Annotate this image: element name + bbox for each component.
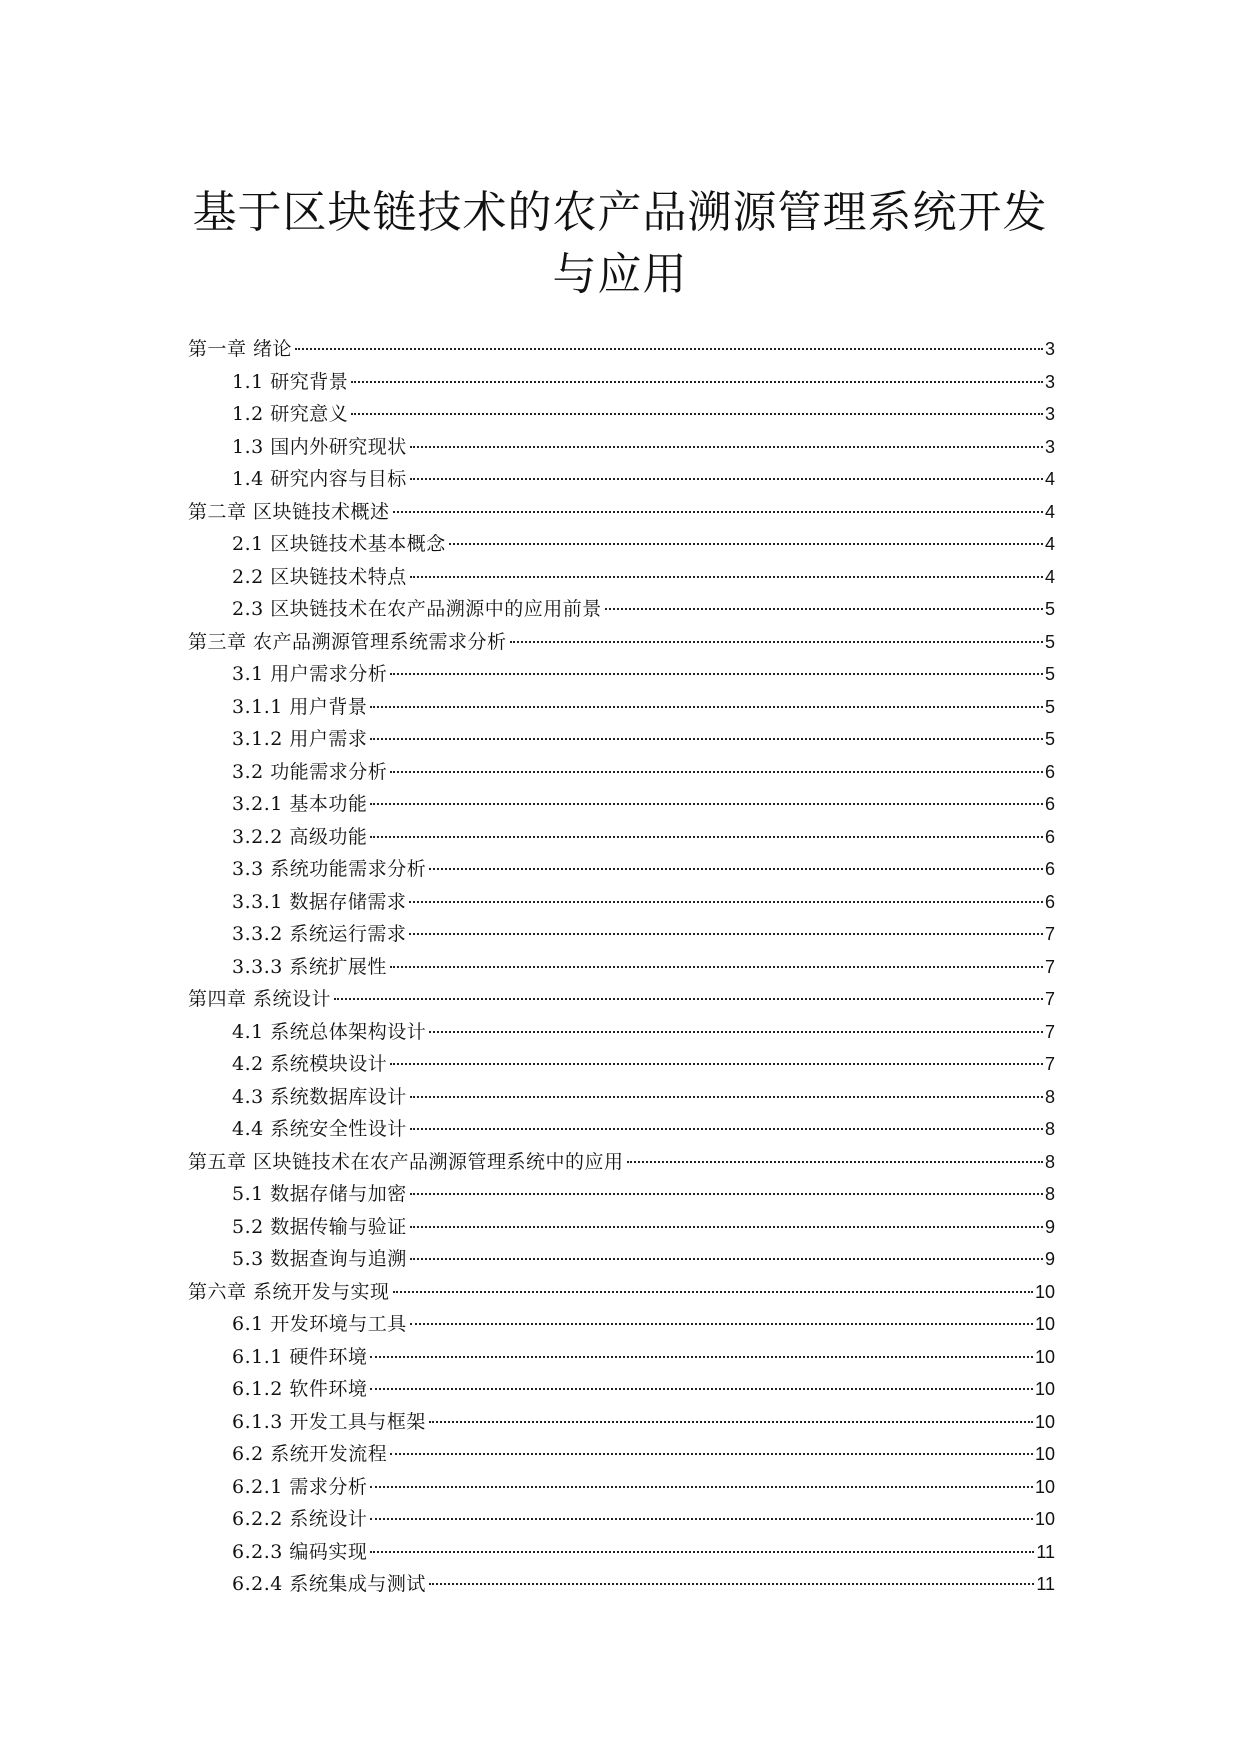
toc-page-number: 4	[1044, 534, 1055, 554]
toc-entry[interactable]	[188, 1211, 1055, 1244]
toc-entry-label: 4.4 系统安全性设计	[232, 1118, 407, 1140]
toc-entry-label: 3.3.1 数据存储需求	[232, 890, 407, 913]
toc-entry[interactable]	[188, 366, 1055, 399]
toc-page-number: 6	[1044, 761, 1055, 782]
table-of-contents	[188, 333, 1055, 1601]
toc-page-number: 11	[1036, 1541, 1055, 1562]
toc-entry-label: 3.1.1 用户背景	[232, 695, 368, 718]
toc-entry[interactable]	[188, 528, 1055, 561]
toc-dot-leader	[390, 673, 1043, 675]
toc-entry-label: 3.3.2 系统运行需求	[232, 923, 407, 945]
toc-dot-leader	[449, 543, 1043, 545]
toc-page-number: 7	[1044, 956, 1055, 977]
toc-entry-label: 6.2.3 编码实现	[232, 1540, 368, 1563]
toc-dot-leader	[370, 836, 1043, 838]
toc-entry[interactable]	[188, 1178, 1055, 1211]
toc-page-number: 4	[1044, 469, 1055, 489]
toc-dot-leader	[410, 446, 1043, 448]
toc-entry[interactable]	[188, 983, 1055, 1016]
toc-dot-leader	[390, 966, 1043, 968]
toc-entry-label: 3.2 功能需求分析	[232, 760, 388, 783]
toc-page-number: 8	[1044, 1086, 1055, 1107]
toc-entry-label: 2.2 区块链技术特点	[232, 565, 407, 588]
toc-entry[interactable]	[188, 561, 1055, 594]
toc-page-number: 10	[1034, 1314, 1055, 1334]
toc-dot-leader	[370, 706, 1043, 708]
toc-page-number: 10	[1034, 1379, 1055, 1399]
toc-dot-leader	[605, 608, 1043, 610]
toc-page-number: 6	[1044, 794, 1055, 814]
toc-page-number: 10	[1034, 1281, 1055, 1302]
toc-page-number: 10	[1034, 1476, 1055, 1497]
toc-entry-label: 6.2 系统开发流程	[232, 1443, 388, 1465]
toc-entry[interactable]	[188, 1471, 1055, 1504]
toc-entry-label: 第一章 绪论	[188, 338, 293, 360]
toc-dot-leader	[410, 478, 1043, 480]
toc-entry[interactable]	[188, 788, 1055, 821]
toc-entry-label: 3.1 用户需求分析	[232, 663, 388, 685]
toc-entry-label: 1.3 国内外研究现状	[232, 435, 407, 458]
toc-entry-label: 2.1 区块链技术基本概念	[232, 533, 446, 555]
toc-dot-leader	[429, 1421, 1033, 1423]
toc-dot-leader	[370, 1486, 1033, 1488]
toc-page-number: 6	[1044, 826, 1055, 847]
toc-dot-leader	[410, 1193, 1043, 1195]
toc-entry[interactable]	[188, 1406, 1055, 1439]
toc-entry-label: 第四章 系统设计	[188, 988, 332, 1010]
toc-dot-leader	[410, 1258, 1043, 1260]
toc-entry-label: 6.2.4 系统集成与测试	[232, 1573, 426, 1595]
toc-entry-label: 6.1 开发环境与工具	[232, 1313, 407, 1335]
toc-entry[interactable]	[188, 1081, 1055, 1114]
toc-page-number: 4	[1044, 501, 1055, 522]
toc-entry[interactable]	[188, 1113, 1055, 1146]
toc-page-number: 7	[1044, 989, 1055, 1009]
toc-entry-label: 5.3 数据查询与追溯	[232, 1248, 407, 1270]
toc-entry-label: 3.2.1 基本功能	[232, 793, 368, 815]
toc-page-number: 5	[1044, 664, 1055, 684]
toc-page-number: 3	[1044, 371, 1055, 392]
toc-entry-label: 5.2 数据传输与验证	[232, 1215, 407, 1238]
toc-dot-leader	[429, 1031, 1043, 1033]
toc-page-number: 11	[1036, 1574, 1055, 1594]
toc-entry[interactable]	[188, 333, 1055, 366]
toc-dot-leader	[390, 1453, 1033, 1455]
toc-page-number: 10	[1034, 1444, 1055, 1464]
toc-entry[interactable]	[188, 398, 1055, 431]
toc-entry-label: 第三章 农产品溯源管理系统需求分析	[188, 630, 507, 653]
toc-entry[interactable]	[188, 431, 1055, 464]
toc-entry-label: 6.1.1 硬件环境	[232, 1345, 368, 1368]
toc-page-number: 5	[1044, 729, 1055, 749]
toc-page-number: 9	[1044, 1216, 1055, 1237]
toc-entry[interactable]	[188, 1373, 1055, 1406]
toc-dot-leader	[351, 381, 1043, 383]
toc-page-number: 5	[1044, 696, 1055, 717]
toc-entry[interactable]	[188, 853, 1055, 886]
toc-dot-leader	[390, 771, 1043, 773]
toc-dot-leader	[410, 1323, 1033, 1325]
toc-entry-label: 6.2.1 需求分析	[232, 1475, 368, 1498]
toc-dot-leader	[409, 933, 1043, 935]
toc-dot-leader	[370, 738, 1043, 740]
toc-dot-leader	[370, 1388, 1033, 1390]
toc-entry[interactable]	[188, 1016, 1055, 1049]
toc-dot-leader	[351, 413, 1043, 415]
toc-entry-label: 第五章 区块链技术在农产品溯源管理系统中的应用	[188, 1150, 624, 1173]
toc-entry-label: 6.1.3 开发工具与框架	[232, 1410, 426, 1433]
toc-entry-label: 1.1 研究背景	[232, 370, 349, 393]
toc-page-number: 7	[1044, 1021, 1055, 1042]
toc-page-number: 8	[1044, 1119, 1055, 1139]
toc-entry[interactable]	[188, 626, 1055, 659]
toc-entry[interactable]	[188, 658, 1055, 691]
toc-entry[interactable]	[188, 463, 1055, 496]
toc-dot-leader	[370, 803, 1043, 805]
toc-page-number: 10	[1034, 1411, 1055, 1432]
toc-page-number: 9	[1044, 1249, 1055, 1269]
toc-entry[interactable]	[188, 496, 1055, 529]
toc-entry[interactable]	[188, 723, 1055, 756]
toc-entry-label: 3.2.2 高级功能	[232, 825, 368, 848]
toc-dot-leader	[409, 901, 1043, 903]
toc-entry-label: 1.4 研究内容与目标	[232, 468, 407, 490]
toc-entry[interactable]	[188, 951, 1055, 984]
toc-entry-label: 6.2.2 系统设计	[232, 1508, 368, 1530]
toc-entry[interactable]	[188, 1438, 1055, 1471]
toc-page-number: 3	[1044, 404, 1055, 424]
toc-page-number: 8	[1044, 1184, 1055, 1204]
toc-entry[interactable]	[188, 756, 1055, 789]
toc-page-number: 4	[1044, 566, 1055, 587]
toc-page-number: 5	[1044, 599, 1055, 619]
toc-entry-label: 第二章 区块链技术概述	[188, 500, 390, 523]
toc-dot-leader	[370, 1551, 1034, 1553]
toc-dot-leader	[295, 348, 1043, 350]
toc-entry[interactable]	[188, 1308, 1055, 1341]
toc-entry-label: 2.3 区块链技术在农产品溯源中的应用前景	[232, 598, 602, 620]
toc-entry[interactable]	[188, 886, 1055, 919]
toc-page-number: 6	[1044, 891, 1055, 912]
toc-entry[interactable]	[188, 691, 1055, 724]
toc-page-number: 3	[1044, 339, 1055, 359]
toc-dot-leader	[370, 1518, 1033, 1520]
toc-entry[interactable]	[188, 918, 1055, 951]
toc-page-number: 6	[1044, 859, 1055, 879]
toc-dot-leader	[334, 998, 1043, 1000]
toc-dot-leader	[393, 511, 1043, 513]
document-title: 基于区块链技术的农产品溯源管理系统开发与应用	[192, 187, 1048, 300]
toc-entry[interactable]	[188, 1503, 1055, 1536]
toc-page-number: 7	[1044, 924, 1055, 944]
toc-dot-leader	[510, 641, 1043, 643]
toc-entry-label: 第六章 系统开发与实现	[188, 1280, 390, 1303]
toc-entry[interactable]	[188, 1568, 1055, 1601]
toc-page-number: 10	[1034, 1346, 1055, 1367]
toc-entry-label: 5.1 数据存储与加密	[232, 1183, 407, 1205]
toc-entry[interactable]	[188, 593, 1055, 626]
toc-entry[interactable]	[188, 1243, 1055, 1276]
toc-dot-leader	[390, 1063, 1043, 1065]
toc-page-number: 3	[1044, 436, 1055, 457]
toc-entry[interactable]	[188, 1048, 1055, 1081]
toc-entry-label: 3.3 系统功能需求分析	[232, 858, 427, 880]
toc-entry-label: 6.1.2 软件环境	[232, 1378, 368, 1400]
toc-entry-label: 4.3 系统数据库设计	[232, 1085, 407, 1108]
toc-page-number: 7	[1044, 1054, 1055, 1074]
toc-dot-leader	[393, 1291, 1033, 1293]
toc-entry[interactable]	[188, 1536, 1055, 1569]
toc-dot-leader	[429, 1583, 1034, 1585]
toc-entry-label: 1.2 研究意义	[232, 403, 349, 425]
toc-entry[interactable]	[188, 1276, 1055, 1309]
toc-dot-leader	[429, 868, 1043, 870]
toc-entry-label: 3.3.3 系统扩展性	[232, 955, 387, 978]
toc-dot-leader	[410, 1128, 1043, 1130]
toc-entry[interactable]	[188, 1341, 1055, 1374]
toc-dot-leader	[410, 1096, 1043, 1098]
toc-dot-leader	[627, 1161, 1043, 1163]
toc-dot-leader	[370, 1356, 1033, 1358]
toc-page-number: 5	[1044, 631, 1055, 652]
toc-entry[interactable]	[188, 821, 1055, 854]
toc-dot-leader	[410, 576, 1043, 578]
toc-entry-label: 4.1 系统总体架构设计	[232, 1020, 427, 1043]
toc-page-number: 8	[1044, 1151, 1055, 1172]
toc-dot-leader	[410, 1226, 1043, 1228]
toc-entry[interactable]	[188, 1146, 1055, 1179]
toc-entry-label: 3.1.2 用户需求	[232, 728, 368, 750]
toc-entry-label: 4.2 系统模块设计	[232, 1053, 388, 1075]
toc-page-number: 10	[1034, 1509, 1055, 1529]
